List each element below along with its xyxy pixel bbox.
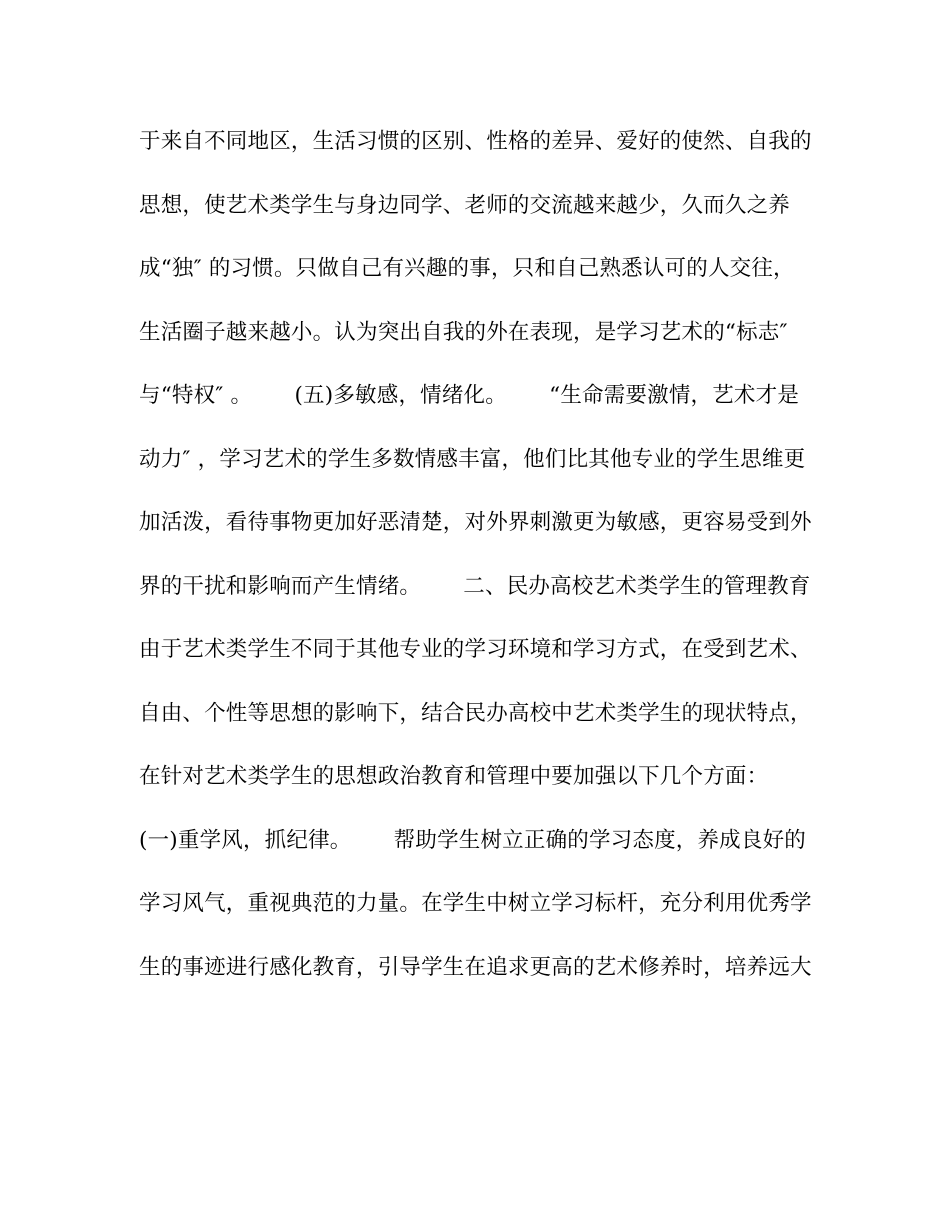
text-line-10: 自由、个性等思想的影响下，结合民办高校中艺术类学生的现状特点， [139, 700, 812, 726]
text-line-7: 加活泼，看待事物更加好恶清楚，对外界刺激更为敏感，更容易受到外 [139, 510, 812, 535]
body-text [139, 119, 819, 1008]
text-line-4: 生活圈子越来越小。认为突出自我的外在表现，是学习艺术的“标志″ [139, 319, 788, 345]
text-line-3: 成“独″ 的习惯。只做自己有兴趣的事，只和自己熟悉认可的人交往， [139, 256, 795, 281]
text-line-13: 学习风气，重视典范的力量。在学生中树立学习标杆，充分利用优秀学 [139, 891, 812, 916]
text-line-5: 与“特权″ 。 (五)多敏感，情绪化。 “生命需要激情，艺术才是 [139, 383, 800, 408]
text-line-1: 于来自不同地区，生活习惯的区别、性格的差异、爱好的使然、自我的 [139, 129, 812, 154]
text-line-2: 思想，使艺术类学生与身边同学、老师的交流越来越少，久而久之养 [139, 192, 791, 218]
text-line-11: 在针对艺术类学生的思想政治教育和管理中要加强以下几个方面： [139, 764, 769, 789]
text-line-8: 界的干扰和影响而产生情绪。 二、民办高校艺术类学生的管理教育 [139, 573, 811, 599]
text-line-9: 由于艺术类学生不同于其他专业的学习环境和学习方式，在受到艺术、 [139, 637, 812, 662]
text-line-14: 生的事迹进行感化教育，引导学生在追求更高的艺术修养时，培养远大 [139, 954, 812, 980]
text-line-12: (一)重学风，抓纪律。 帮助学生树立正确的学习态度，养成良好的 [139, 827, 806, 853]
text-line-6: 动力″ ，学习艺术的学生多数情感丰富，他们比其他专业的学生思维更 [139, 446, 806, 472]
